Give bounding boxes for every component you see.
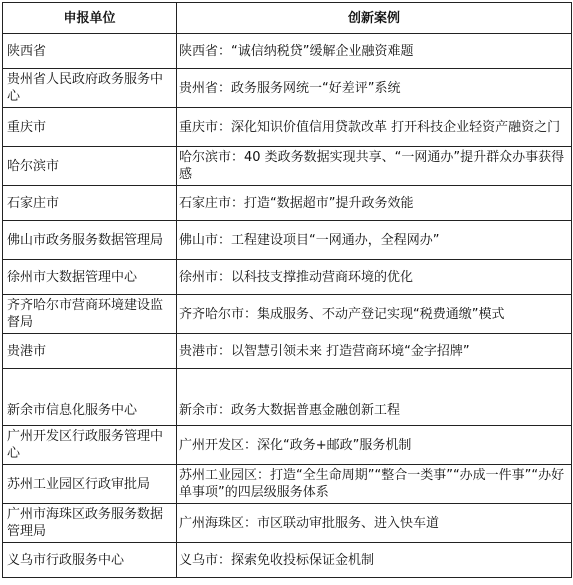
table-row [3, 147, 572, 186]
table-row [3, 108, 572, 147]
case-cell: 义乌市：探索免收投标保证金机制 [177, 543, 572, 578]
unit-cell: 徐州市大数据管理中心 [3, 260, 177, 295]
unit-cell: 新余市信息化服务中心 [3, 369, 177, 426]
unit-cell: 齐齐哈尔市营商环境建设监督局 [3, 295, 177, 334]
table-row [3, 221, 572, 260]
table-header-row [3, 3, 572, 34]
case-cell: 佛山市：工程建设项目“一网通办，全程网办” [177, 221, 572, 260]
case-cell: 贵州省：政务服务网统一“好差评”系统 [177, 69, 572, 108]
unit-cell: 佛山市政务服务数据管理局 [3, 221, 177, 260]
table-row [3, 465, 572, 504]
case-cell: 广州开发区：深化“政务+邮政”服务机制 [177, 426, 572, 465]
unit-cell: 义乌市行政服务中心 [3, 543, 177, 578]
unit-cell: 贵州省人民政府政务服务中心 [3, 69, 177, 108]
table-row [3, 334, 572, 369]
unit-cell: 广州市海珠区政务服务数据管理局 [3, 504, 177, 543]
table-row [3, 186, 572, 221]
header-case: 创新案例 [177, 3, 572, 34]
case-cell: 重庆市：深化知识价值信用贷款改革 打开科技企业轻资产融资之门 [177, 108, 572, 147]
case-cell: 广州海珠区：市区联动审批服务、进入快车道 [177, 504, 572, 543]
table-row [3, 543, 572, 578]
unit-cell: 贵港市 [3, 334, 177, 369]
unit-cell: 哈尔滨市 [3, 147, 177, 186]
unit-cell: 陕西省 [3, 34, 177, 69]
case-cell: 新余市：政务大数据普惠金融创新工程 [177, 369, 572, 426]
innovation-case-table [2, 2, 572, 578]
case-cell: 苏州工业园区：打造“全生命周期”“整合一类事”“办成一件事”“办好单事项”的四层级服务体系 [177, 465, 572, 504]
unit-cell: 苏州工业园区行政审批局 [3, 465, 177, 504]
case-cell: 贵港市：以智慧引领未来 打造营商环境“金字招牌” [177, 334, 572, 369]
case-cell: 徐州市：以科技支撑推动营商环境的优化 [177, 260, 572, 295]
case-cell: 石家庄市：打造“数据超市”提升政务效能 [177, 186, 572, 221]
unit-cell: 广州开发区行政服务管理中心 [3, 426, 177, 465]
case-cell: 齐齐哈尔市：集成服务、不动产登记实现“税费通缴”模式 [177, 295, 572, 334]
table-row [3, 34, 572, 69]
unit-cell: 重庆市 [3, 108, 177, 147]
table-row [3, 426, 572, 465]
table-row [3, 260, 572, 295]
table-row [3, 295, 572, 334]
unit-cell: 石家庄市 [3, 186, 177, 221]
header-unit: 申报单位 [3, 3, 177, 34]
table-row [3, 369, 572, 426]
case-cell: 哈尔滨市：40 类政务数据实现共享、“一网通办”提升群众办事获得感 [177, 147, 572, 186]
table-row [3, 69, 572, 108]
case-cell: 陕西省：“诚信纳税贷”缓解企业融资难题 [177, 34, 572, 69]
table-row [3, 504, 572, 543]
